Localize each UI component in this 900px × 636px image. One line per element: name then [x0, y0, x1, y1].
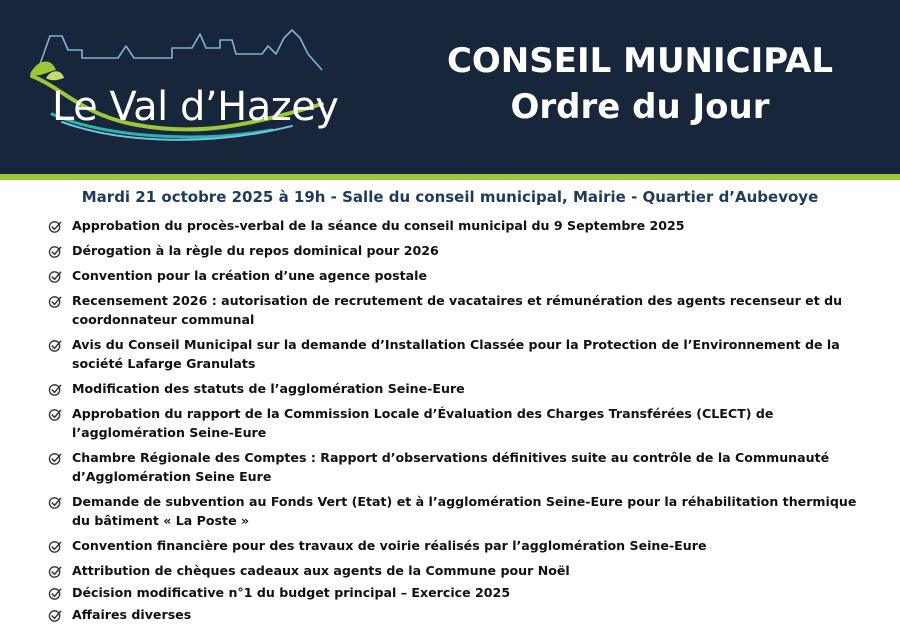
check-circle-icon: [48, 338, 63, 353]
agenda-item: [48, 583, 858, 602]
check-circle-icon: [48, 219, 63, 234]
agenda-item: [48, 561, 858, 580]
agenda-item: [48, 241, 858, 260]
agenda-item-text: Recensement 2026 : autorisation de recrutement de vacataires et rémunération des agents recenseur et du coordonnateur communal: [72, 293, 843, 327]
agenda-item-text: Dérogation à la règle du repos dominical pour 2026: [72, 243, 439, 258]
agenda-item-text: Décision modificative n°1 du budget principal – Exercice 2025: [72, 585, 511, 600]
agenda-item-text: Avis du Conseil Municipal sur la demande d’Installation Classée pour la Protection de l’Environnement de la société Lafarge Granulats: [72, 337, 840, 371]
check-circle-icon: [48, 564, 63, 579]
agenda-item-text: Convention pour la création d’une agence postale: [72, 268, 428, 283]
agenda-item: [48, 605, 858, 624]
agenda-item-text: Chambre Régionale des Comptes : Rapport d’observations définitives suite au contrôle de la Communauté d’Agglomération Seine Eure: [72, 450, 830, 484]
agenda-item: [48, 536, 858, 555]
agenda-item-text: Affaires diverses: [72, 607, 192, 622]
agenda-item: [48, 379, 858, 398]
town-logo: [22, 18, 342, 148]
check-circle-icon: [48, 244, 63, 259]
check-circle-icon: [48, 451, 63, 466]
agenda-item: [48, 291, 858, 329]
agenda-item: [48, 404, 858, 442]
check-circle-icon: [48, 269, 63, 284]
agenda-item: [48, 216, 858, 235]
agenda-list: [48, 216, 858, 627]
check-circle-icon: [48, 539, 63, 554]
agenda-item-text: Modification des statuts de l’agglomération Seine-Eure: [72, 381, 465, 396]
agenda-item: [48, 448, 858, 486]
check-circle-icon: [48, 495, 63, 510]
page-title: CONSEIL MUNICIPAL: [446, 41, 834, 81]
check-circle-icon: [48, 586, 63, 601]
title-block: [430, 38, 850, 130]
agenda-item: [48, 266, 858, 285]
check-circle-icon: [48, 407, 63, 422]
agenda-item-text: Approbation du procès-verbal de la séance du conseil municipal du 9 Septembre 2025: [72, 218, 685, 233]
meeting-info: Mardi 21 octobre 2025 à 19h - Salle du conseil municipal, Mairie - Quartier d’Aubevoye: [81, 188, 819, 206]
header-banner: [0, 0, 900, 174]
agenda-item-text: Demande de subvention au Fonds Vert (Etat) et à l’agglomération Seine-Eure pour la réhabilitation thermique du bâtiment « La Poste »: [72, 494, 857, 528]
agenda-item-text: Convention financière pour des travaux de voirie réalisés par l’agglomération Seine-Eure: [72, 538, 707, 553]
check-circle-icon: [48, 608, 63, 623]
agenda-item: [48, 335, 858, 373]
agenda-item-text: Approbation du rapport de la Commission Locale d’Évaluation des Charges Transférées (CLECT) de l’agglomération Seine-Eure: [72, 406, 774, 440]
page-subtitle: Ordre du Jour: [510, 87, 770, 127]
check-circle-icon: [48, 382, 63, 397]
agenda-item: [48, 492, 858, 530]
logo-wordmark: Le Val d’Hazey: [52, 84, 339, 130]
accent-divider: [0, 174, 900, 180]
agenda-item-text: Attribution de chèques cadeaux aux agents de la Commune pour Noël: [72, 563, 570, 578]
check-circle-icon: [48, 294, 63, 309]
